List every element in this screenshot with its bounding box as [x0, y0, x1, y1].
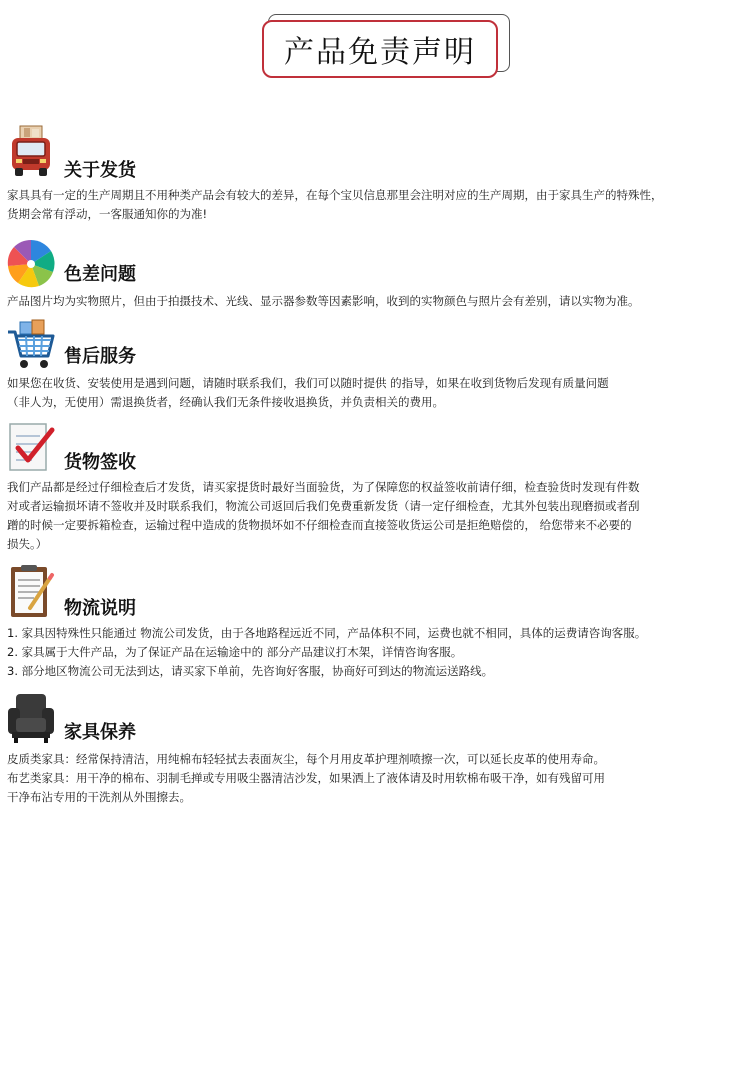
- body-line: 3. 部分地区物流公司无法到达，请买家下单前，先咨询好客服，协商好可到达的物流运送路线。: [7, 664, 494, 678]
- checklist-icon: [6, 420, 56, 476]
- body-line: 皮质类家具：经常保持清洁，用纯棉布轻轻拭去表面灰尘，每个月用皮革护理剂喷擦一次，可以延长皮革的使用寿命。: [7, 752, 605, 766]
- section-heading: 售后服务: [64, 346, 136, 367]
- section-body: [7, 624, 745, 681]
- body-line: 布艺类家具：用干净的棉布、羽制毛掸或专用吸尘器清洁沙发，如果洒上了液体请及时用软棉布吸干净，如有残留可用: [7, 771, 605, 785]
- truck-icon: [6, 124, 56, 180]
- section-color-difference: [0, 236, 750, 308]
- body-line: 货期会常有浮动，一客服通知你的为准!: [7, 207, 208, 221]
- body-line: （非人为，无使用）需退换货者，经确认我们无条件接收退换货，并负责相关的费用。: [7, 395, 444, 409]
- title-box: [262, 20, 498, 78]
- section-heading: 关于发货: [64, 160, 136, 181]
- section-after-sales: [0, 318, 750, 409]
- section-body: [7, 186, 745, 224]
- section-heading: 家具保养: [64, 722, 136, 743]
- shopping-cart-icon: [6, 318, 56, 374]
- section-furniture-care: [0, 690, 750, 804]
- section-heading: 色差问题: [64, 264, 136, 285]
- color-palette-icon: [6, 236, 56, 292]
- armchair-icon: [6, 690, 56, 746]
- body-line: 我们产品都是经过仔细检查后才发货，请买家提货时最好当面验货，为了保障您的权益签收前请仔细，检查验货时发现有件数: [7, 480, 640, 494]
- section-shipping: [0, 124, 750, 221]
- body-line: 产品图片均为实物照片，但由于拍摄技术、光线、显示器参数等因素影响，收到的实物颜色与照片会有差别，请以实物为准。: [7, 294, 640, 308]
- section-body: [7, 478, 745, 554]
- body-line: 2. 家具属于大件产品，为了保证产品在运输途中的 部分产品建议打木架，详情咨询客服。: [7, 645, 463, 659]
- body-line: 对或者运输损坏请不签收并及时联系我们，物流公司返回后我们免费重新发货（请一定仔细检查，尤其外包装出现磨损或者刮: [7, 499, 640, 513]
- clipboard-icon: [6, 564, 56, 620]
- body-line: 1. 家具因特殊性只能通过 物流公司发货，由于各地路程远近不同，产品体积不同，运费也就不相同，具体的运费请咨询客服。: [7, 626, 647, 640]
- section-logistics: [0, 564, 750, 678]
- body-line: 损失。）: [7, 537, 48, 551]
- section-goods-receipt: [0, 420, 750, 551]
- body-line: 家具具有一定的生产周期且不用种类产品会有较大的差异，在每个宝贝信息那里会注明对应的生产周期，由于家具生产的特殊性，: [7, 188, 663, 202]
- body-line: 如果您在收货、安装使用是遇到问题，请随时联系我们，我们可以随时提供 的指导，如果在收到货物后发现有质量问题: [7, 376, 609, 390]
- body-line: 蹭的时候一定要拆箱检查，运输过程中造成的货物损坏如不仔细检查而直接签收货运公司是拒绝赔偿的， 给您带来不必要的: [7, 518, 632, 532]
- section-heading: 物流说明: [64, 598, 136, 619]
- section-body: [7, 292, 745, 311]
- page-title: 产品免责声明: [284, 35, 476, 70]
- section-body: [7, 750, 745, 807]
- section-body: [7, 374, 745, 412]
- section-heading: 货物签收: [64, 452, 136, 473]
- title-frame: [262, 14, 510, 78]
- body-line: 干净布沾专用的干洗剂从外围擦去。: [7, 790, 191, 804]
